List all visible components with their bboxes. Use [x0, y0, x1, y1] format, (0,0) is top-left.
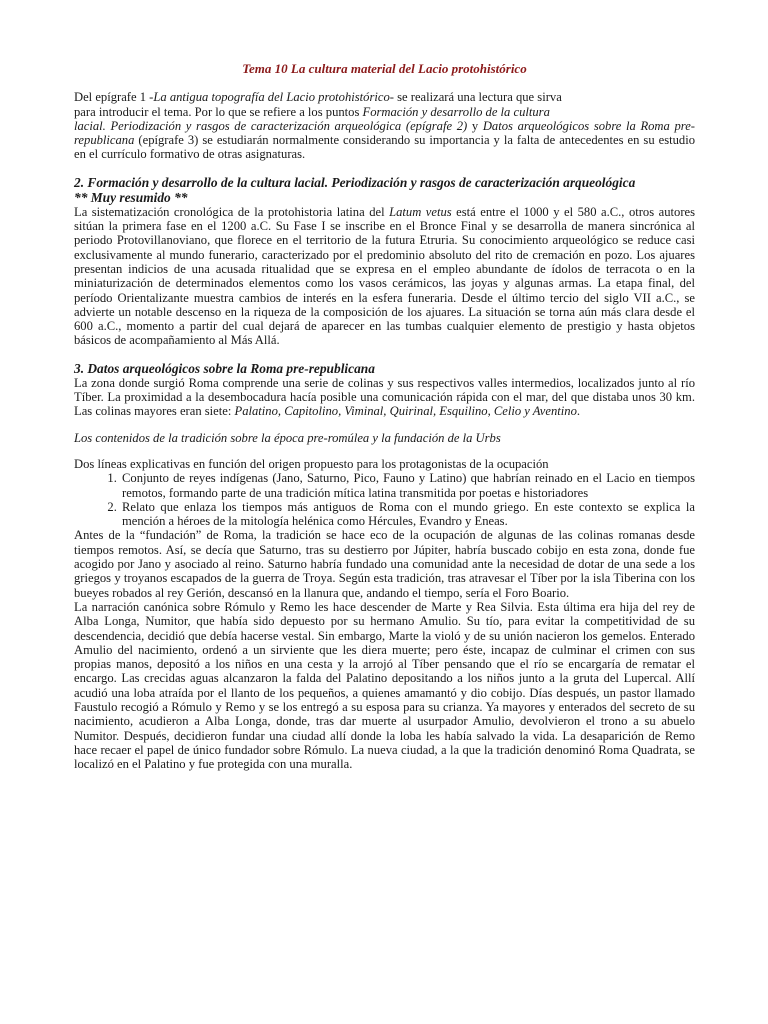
section-3-heading: 3. Datos arqueológicos sobre la Roma pre-republicana: [74, 360, 375, 376]
document-title: Tema 10 La cultura material del Lacio protohistórico: [242, 61, 527, 76]
intro-line-2: para introducir el tema. Por lo que se refiere a los puntos Formación y desarrollo de la cultura: [74, 104, 550, 119]
list-item: 2. Relato que enlaza los tiempos más antiguos de Roma con el mundo griego. En este contexto se explica la mención a héroes de la mitología helénica como Hércules, Evandro y Eneas.: [120, 500, 695, 529]
section-2-body: La sistematización cronológica de la protohistoria latina del Latum vetus está entre el 1000 y el 580 a.C., otros autores sitúan la primera fase en el 1200 a.C. Su Fase I se inscribe en el Bronce Final y se desarrolla de manera sincrónica al periodo Protovillanoviano, que florece en el territorio de la futura Etruria. Su conocimiento arqueológico se reduce casi exclusivamente al mundo funerario, caracterizado por el predominio absoluto del rito de cremación en pozo. Los ajuares presentan indicios de una acusada ritualidad que se expresa en el empleo abundante de ídolos de terracota o en la miniaturización de determinados elementos como los vasos cerámicos, las joyas y algunas armas. La etapa final, del período Orientalizante muestra cambios de interés en la esfera funeraria. Desde el último tercio del siglo VII a.C., se advierte un notable descenso en la riqueza de la composición de los ajuares. La situación se torna aún más clara desde el 600 a.C., momento a partir del cual dejará de aparecer en las tumbas cualquier elemento de prestigio y hasta objetos básicos de acompañamiento al Más Allá.: [74, 204, 695, 348]
document-page: [74, 62, 695, 771]
section-3-body: La zona donde surgió Roma comprende una serie de colinas y sus respectivos valles intermedios, localizados junto al río Tíber. La proximidad a la desembocadura hacía posible una comunicación rápida con el mar, del que distaba unos 30 km. Las colinas mayores eran siete: Palatino, Capitolino, Viminal, Quirinal, Esquilino, Celio y Aventino.: [74, 375, 695, 419]
list-item: 1. Conjunto de reyes indígenas (Jano, Saturno, Pico, Fauno y Latino) que habrían reinado en el Lacio en tiempos remotos, formando parte de una tradición mítica latina transmitida por poetas e historiadores: [120, 471, 695, 500]
fundacion-paragraph: Antes de la “fundación” de Roma, la tradición se hace eco de la ocupación de algunas de las colinas romanas desde tiempos remotos. Así, se decía que Saturno, tras su destierro por Júpiter, habría buscado cobijo en esta zona, donde fue acogido por Jano y asociado al reino. Saturno habría fundado una comunidad ante la necesidad de dotar de una sede a los griegos y troyanos escapados de la guerra de Troya. Según esta tradición, tras atravesar el Tíber por la isla Tiberina con los bueyes robados al rey Gerión, descansó en la llanura que, andando el tiempo, sería el Foro Boario.: [74, 528, 695, 600]
section-2-note: ** Muy resumido **: [74, 189, 188, 205]
subsection-title: Los contenidos de la tradición sobre la época pre-romúlea y la fundación de la Urbs: [74, 430, 501, 445]
intro-line-1: Del epígrafe 1 -La antigua topografía del Lacio protohistórico- se realizará una lectura que sirva: [74, 90, 562, 105]
romulo-remo-paragraph: La narración canónica sobre Rómulo y Remo les hace descender de Marte y Rea Silvia. Esta última era hija del rey de Alba Longa, Numitor, que había sido depuesto por su hermano Amulio. Su tío, para evitar la competitividad de su descendencia, decidió que debía hacerse vestal. Sin embargo, Marte la violó y de su unión nacieron los gemelos. Enterado Amulio del nacimiento, ordenó a un sirviente que les diera muerte; pero éste, incapaz de culminar el crimen con sus propias manos, depositó a los niños en una cesta y la arrojó al Tíber pensando que el río se encargaría de rematar el encargo. Las crecidas aguas alcanzaron la falda del Palatino depositando a los niños junto a la gruta del Lupercal. Allí acudió una loba atraída por el llanto de los pequeños, a quienes amamantó y dio cobijo. Días después, un pastor llamado Faustulo recogió a Rómulo y Remo y se los entregó a su esposa para su crianza. Ya mayores y enterados del secreto de su nacimiento, acudieron a Alba Longa, donde, tras dar muerte al usurpador Amulio, devolvieron el trono a su abuelo Numitor. Después, decidieron fundar una ciudad allí donde la loba les había salvado la vida. La desaparición de Remo hace recaer el papel de único fundador sobre Rómulo. La nueva ciudad, a la que la tradición denominó Roma Quadrata, se localizó en el Palatino y fue protegida con una muralla.: [74, 599, 695, 772]
intro-paragraph: Del epígrafe 1 -La antigua topografía del Lacio protohistórico- se realizará una lectura que sirva para introducir el tema. Por lo que se refiere a los puntos Formación y desarrollo de la cultura lacial. Periodización y rasgos de caracterización arqueológica (epígrafe 2) y Datos arqueológicos sobre la Roma pre-republicana (epígrafe 3) se estudiarán normalmente considerando su importancia y la falta de antecedentes en su estudio en el currículo formativo de otras asignaturas.: [74, 90, 695, 162]
section-2-heading: 2. Formación y desarrollo de la cultura lacial. Periodización y rasgos de caracterización arqueológica: [74, 174, 636, 190]
lines-intro: Dos líneas explicativas en función del origen propuesto para los protagonistas de la ocupación: [74, 456, 549, 471]
explanatory-lines-list: [74, 471, 695, 528]
